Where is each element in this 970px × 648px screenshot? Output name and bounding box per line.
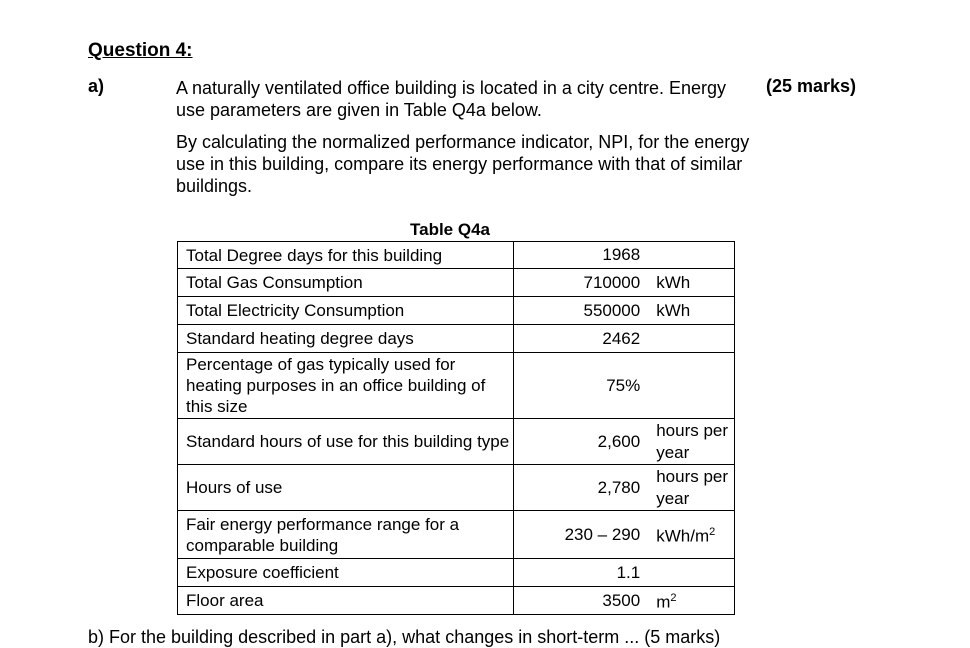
table-row bbox=[178, 465, 735, 511]
row-label: Standard heating degree days bbox=[178, 325, 514, 353]
question-paragraph-2: By calculating the normalized performance indicator, NPI, for the energy use in this building, compare its energy performance with that of similar buildings. bbox=[176, 132, 750, 196]
row-value: 2,600 bbox=[597, 431, 641, 451]
table-row bbox=[178, 242, 735, 269]
row-label: Standard hours of use for this building type bbox=[178, 419, 514, 465]
row-value: 550000 bbox=[583, 300, 641, 320]
next-part-partial: b) For the building described in part a), what changes in short-term ... (5 marks) bbox=[88, 627, 721, 647]
row-unit: hours per year bbox=[656, 420, 729, 462]
table-row bbox=[178, 587, 735, 615]
table-title: Table Q4a bbox=[410, 220, 490, 239]
row-value: 1.1 bbox=[616, 562, 641, 582]
table-row bbox=[178, 353, 735, 419]
row-label: Exposure coefficient bbox=[178, 559, 514, 587]
row-value: 710000 bbox=[583, 272, 641, 292]
question-title: Question 4: bbox=[88, 40, 193, 61]
question-paragraph-1: A naturally ventilated office building is located in a city centre. Energy use parameters are given in Table Q4a below. bbox=[176, 78, 726, 120]
table-row bbox=[178, 325, 735, 353]
table-row bbox=[178, 559, 735, 587]
table-row bbox=[178, 297, 735, 325]
row-label: Total Gas Consumption bbox=[178, 269, 514, 297]
row-value: 2462 bbox=[602, 328, 641, 348]
row-label: Total Electricity Consumption bbox=[178, 297, 514, 325]
row-label: Fair energy performance range for a comparable building bbox=[178, 511, 514, 559]
row-unit: kWh/$m^2$ bbox=[656, 526, 716, 546]
table-row bbox=[178, 419, 735, 465]
row-unit: $m^2$ bbox=[656, 592, 677, 612]
row-value: 2,780 bbox=[597, 477, 641, 497]
row-label: Floor area bbox=[178, 587, 514, 615]
row-value: 3500 bbox=[602, 590, 641, 610]
row-unit: hours per year bbox=[656, 466, 729, 508]
row-value: 230 – 290 bbox=[564, 524, 641, 544]
row-value: 75% bbox=[606, 375, 641, 395]
table-row bbox=[178, 269, 735, 297]
row-unit: kWh bbox=[656, 300, 691, 320]
table-row bbox=[178, 511, 735, 559]
marks-label: (25 marks) bbox=[766, 76, 857, 96]
row-value: 1968 bbox=[602, 245, 641, 264]
row-label: Hours of use bbox=[178, 465, 514, 511]
row-label: Percentage of gas typically used for heating purposes in an office building of this size bbox=[178, 353, 514, 419]
row-label: Total Degree days for this building bbox=[178, 242, 514, 269]
parameters-table bbox=[177, 241, 735, 615]
row-unit: kWh bbox=[656, 272, 691, 292]
part-label: a) bbox=[88, 76, 105, 96]
